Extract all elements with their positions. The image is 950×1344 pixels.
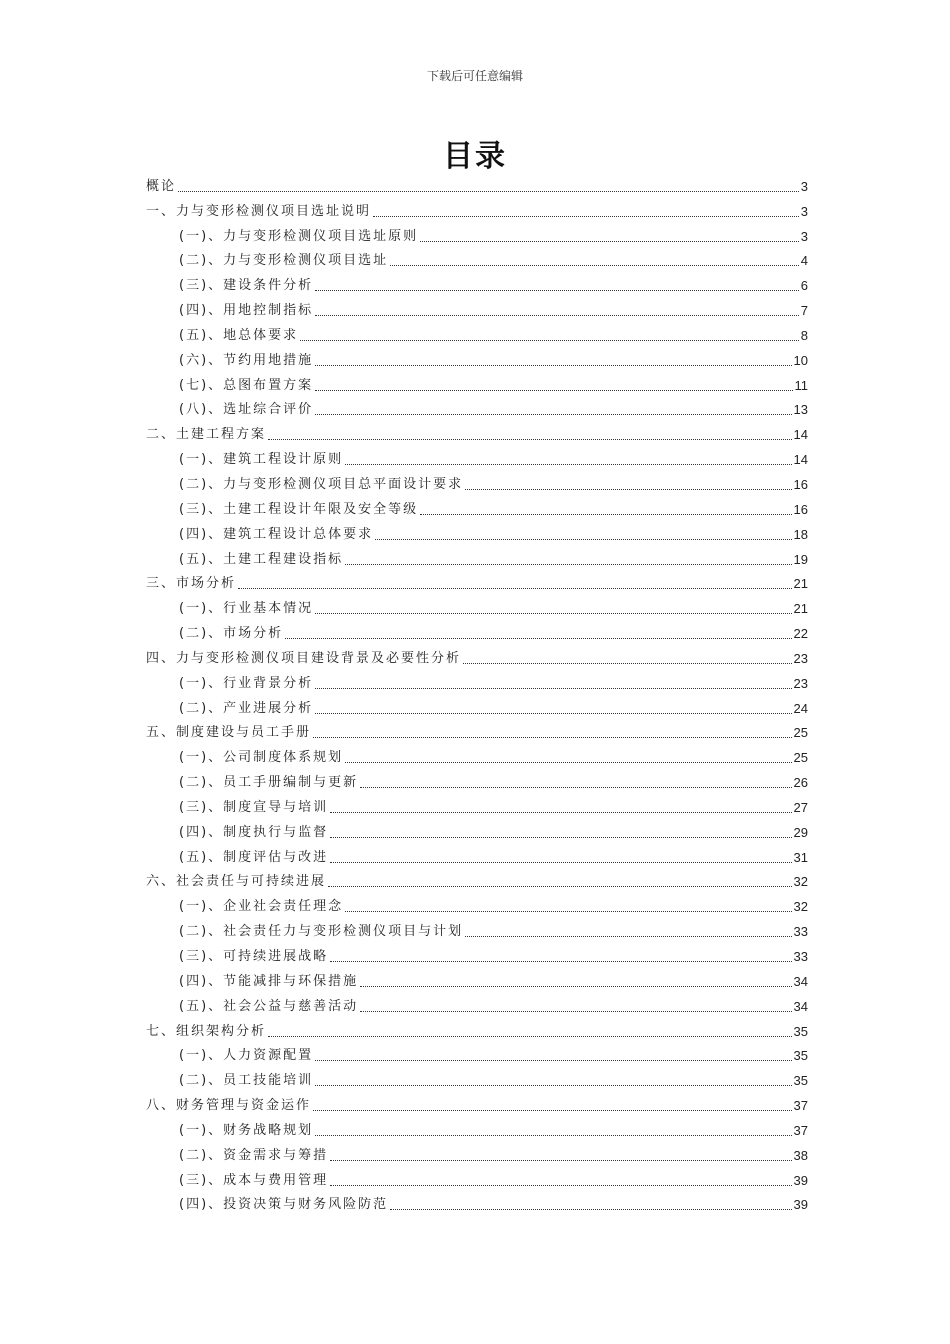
toc-subentry[interactable] xyxy=(146,472,808,497)
toc-subentry[interactable] xyxy=(146,522,808,547)
toc-subentry[interactable] xyxy=(146,919,808,944)
toc-entry-title: 概论 xyxy=(146,178,177,194)
toc-subentry[interactable] xyxy=(146,969,808,994)
toc-entry-page: 14 xyxy=(793,427,808,443)
toc-entry-page: 34 xyxy=(793,998,808,1014)
toc-subentry[interactable] xyxy=(146,1193,808,1218)
toc-entry-title: (一)、行业基本情况 xyxy=(179,601,314,617)
dot-leader xyxy=(315,365,791,366)
toc-entry-title: (五)、制度评估与改进 xyxy=(179,849,329,865)
toc-entry-page: 33 xyxy=(793,924,808,940)
dot-leader xyxy=(313,1110,792,1111)
toc-entry[interactable] xyxy=(146,572,808,597)
toc-entry-page: 32 xyxy=(793,874,808,890)
toc-entry-page: 3 xyxy=(800,178,808,194)
dot-leader xyxy=(330,812,791,813)
toc-entry-page: 21 xyxy=(793,601,808,617)
dot-leader xyxy=(330,1160,791,1161)
dot-leader xyxy=(330,837,791,838)
toc-subentry[interactable] xyxy=(146,944,808,969)
dot-leader xyxy=(390,265,799,266)
toc-entry-title: (三)、成本与费用管理 xyxy=(179,1172,329,1188)
toc-entry-title: (四)、节能减排与环保措施 xyxy=(179,973,359,989)
toc-entry-title: (七)、总图布置方案 xyxy=(179,377,314,393)
toc-entry-page: 4 xyxy=(800,253,808,269)
dot-leader xyxy=(268,439,792,440)
toc-subentry[interactable] xyxy=(146,224,808,249)
dot-leader xyxy=(315,688,791,689)
toc-entry-title: 五、制度建设与员工手册 xyxy=(146,725,312,741)
toc-entry-page: 18 xyxy=(793,526,808,542)
toc-entry-page: 29 xyxy=(793,824,808,840)
dot-leader xyxy=(178,191,799,192)
toc-entry-title: 八、财务管理与资金运作 xyxy=(146,1098,312,1114)
toc-entry-title: (三)、制度宣导与培训 xyxy=(179,799,329,815)
toc-entry-page: 14 xyxy=(793,452,808,468)
toc-entry-page: 35 xyxy=(793,1023,808,1039)
toc-entry-page: 34 xyxy=(793,973,808,989)
toc-entry-page: 33 xyxy=(793,949,808,964)
toc-entry-page: 7 xyxy=(800,303,808,319)
dot-leader xyxy=(360,986,791,987)
toc-entry-title: (三)、建设条件分析 xyxy=(179,278,314,294)
toc-subentry[interactable] xyxy=(146,447,808,472)
dot-leader xyxy=(315,1085,791,1086)
dot-leader xyxy=(345,564,791,565)
toc-entry-title: (一)、企业社会责任理念 xyxy=(179,899,344,915)
dot-leader xyxy=(315,1060,791,1061)
toc-entry-title: 七、组织架构分析 xyxy=(146,1023,267,1039)
toc-entry-title: (三)、土建工程设计年限及安全等级 xyxy=(179,501,419,517)
toc-entry-title: 四、力与变形检测仪项目建设背景及必要性分析 xyxy=(146,650,462,666)
toc-entry-title: (四)、投资决策与财务风险防范 xyxy=(179,1197,389,1213)
dot-leader xyxy=(420,514,791,515)
toc-entry-page: 3 xyxy=(800,203,808,219)
toc-entry[interactable] xyxy=(146,174,808,199)
toc-entry-title: 三、市场分析 xyxy=(146,576,237,592)
dot-leader xyxy=(328,886,792,887)
toc-entry[interactable] xyxy=(146,646,808,671)
toc-entry-title: (二)、员工手册编制与更新 xyxy=(179,775,359,791)
toc-subentry[interactable] xyxy=(146,547,808,572)
toc-subentry[interactable] xyxy=(146,348,808,373)
toc-entry-title: (一)、建筑工程设计原则 xyxy=(179,452,344,468)
toc-entry-page: 16 xyxy=(793,476,808,492)
toc-entry-page: 26 xyxy=(793,775,808,791)
toc-entry-title: 一、力与变形检测仪项目选址说明 xyxy=(146,203,372,219)
toc-entry-title: (五)、社会公益与慈善活动 xyxy=(179,998,359,1014)
dot-leader xyxy=(315,390,792,391)
toc-subentry[interactable] xyxy=(146,249,808,274)
toc-entry-page: 25 xyxy=(793,725,808,741)
toc-subentry[interactable] xyxy=(146,671,808,696)
toc-entry-page: 11 xyxy=(794,377,808,393)
toc-subentry[interactable] xyxy=(146,373,808,398)
dot-leader xyxy=(315,290,799,291)
dot-leader xyxy=(315,1135,791,1136)
page-header: 下载后可任意编辑 xyxy=(426,69,523,83)
dot-leader xyxy=(360,1011,791,1012)
toc-subentry[interactable] xyxy=(146,323,808,348)
toc-entry-page: 39 xyxy=(793,1172,808,1188)
toc-entry-page: 37 xyxy=(793,1122,808,1138)
toc-subentry[interactable] xyxy=(146,273,808,298)
toc-entry-page: 21 xyxy=(793,576,808,592)
toc-entry-page: 6 xyxy=(800,278,808,294)
toc-entry-title: (四)、用地控制指标 xyxy=(179,303,314,319)
toc-entry-page: 10 xyxy=(793,352,808,368)
dot-leader xyxy=(420,241,799,242)
toc-entry-title: (一)、人力资源配置 xyxy=(179,1048,314,1064)
dot-leader xyxy=(345,911,791,912)
toc-subentry[interactable] xyxy=(146,596,808,621)
toc-entry-page: 27 xyxy=(793,799,808,815)
dot-leader xyxy=(465,489,791,490)
toc-entry-page: 19 xyxy=(793,551,808,567)
dot-leader xyxy=(345,464,791,465)
toc-entry[interactable] xyxy=(146,1019,808,1044)
toc-entry-page: 35 xyxy=(793,1073,808,1089)
dot-leader xyxy=(373,216,799,217)
toc-subentry[interactable] xyxy=(146,1044,808,1069)
toc-subentry[interactable] xyxy=(146,745,808,770)
dot-leader xyxy=(330,1185,791,1186)
toc-entry-title: (二)、力与变形检测仪项目选址 xyxy=(179,253,389,269)
toc-entry-page: 22 xyxy=(793,626,808,642)
toc-subentry[interactable] xyxy=(146,497,808,522)
dot-leader xyxy=(315,713,791,714)
dot-leader xyxy=(330,961,791,962)
toc-subentry[interactable] xyxy=(146,621,808,646)
toc-subentry[interactable] xyxy=(146,820,808,845)
toc-entry[interactable] xyxy=(146,1093,808,1118)
dot-leader xyxy=(360,787,791,788)
toc-subentry[interactable] xyxy=(146,845,808,870)
toc-entry-page: 39 xyxy=(793,1197,808,1213)
toc-entry-page: 35 xyxy=(793,1048,808,1064)
dot-leader xyxy=(390,1209,791,1210)
dot-leader xyxy=(300,340,799,341)
toc-subentry[interactable] xyxy=(146,894,808,919)
toc-subentry[interactable] xyxy=(146,1068,808,1093)
toc-entry-title: (八)、选址综合评价 xyxy=(179,402,314,418)
dot-leader xyxy=(315,613,791,614)
dot-leader xyxy=(238,588,792,589)
toc-entry-title: (二)、市场分析 xyxy=(179,626,284,642)
dot-leader xyxy=(375,539,791,540)
toc-entry-title: (一)、公司制度体系规划 xyxy=(179,750,344,766)
dot-leader xyxy=(345,762,791,763)
toc-entry-page: 38 xyxy=(793,1147,808,1163)
toc-entry-title: (一)、行业背景分析 xyxy=(179,675,314,691)
toc-entry-title: (二)、产业进展分析 xyxy=(179,700,314,716)
toc-subentry[interactable] xyxy=(146,1168,808,1193)
toc-entry-title: (四)、制度执行与监督 xyxy=(179,824,329,840)
dot-leader xyxy=(313,737,792,738)
toc-subentry[interactable] xyxy=(146,795,808,820)
toc-entry-title: (二)、力与变形检测仪项目总平面设计要求 xyxy=(179,476,464,492)
toc-entry-page: 13 xyxy=(793,402,808,418)
toc-entry-title: 六、社会责任与可持续进展 xyxy=(146,874,327,890)
toc-subentry[interactable] xyxy=(146,1118,808,1143)
dot-leader xyxy=(315,414,791,415)
toc-entry-page: 8 xyxy=(800,327,808,343)
toc-subentry[interactable] xyxy=(146,298,808,323)
toc-entry-title: (一)、财务战略规划 xyxy=(179,1122,314,1138)
toc-entry-page: 24 xyxy=(793,700,808,716)
toc-entry[interactable] xyxy=(146,870,808,895)
toc-entry-page: 16 xyxy=(793,501,808,517)
toc-entry-page: 23 xyxy=(793,650,808,666)
toc-subentry[interactable] xyxy=(146,1143,808,1168)
toc-entry-page: 23 xyxy=(793,675,808,691)
toc-subentry[interactable] xyxy=(146,770,808,795)
toc-entry-title: (三)、可持续进展战略 xyxy=(179,949,329,964)
toc-entry-title: (四)、建筑工程设计总体要求 xyxy=(179,526,374,542)
toc-entry-title: (一)、力与变形检测仪项目选址原则 xyxy=(179,228,419,244)
toc-entry-title: (五)、地总体要求 xyxy=(179,327,299,343)
dot-leader xyxy=(330,862,791,863)
dot-leader xyxy=(463,663,792,664)
toc-entry-title: (二)、社会责任力与变形检测仪项目与计划 xyxy=(179,924,464,940)
toc-entry-title: (二)、员工技能培训 xyxy=(179,1073,314,1089)
toc-entry-page: 31 xyxy=(793,849,808,865)
toc-entry-page: 3 xyxy=(800,228,808,244)
toc-subentry[interactable] xyxy=(146,696,808,721)
toc-entry-title: (二)、资金需求与筹措 xyxy=(179,1147,329,1163)
toc-entry-title: 二、土建工程方案 xyxy=(146,427,267,443)
toc-title: 目录 xyxy=(443,139,507,174)
dot-leader xyxy=(268,1036,792,1037)
toc-entry[interactable] xyxy=(146,422,808,447)
toc-entry-page: 37 xyxy=(793,1098,808,1114)
dot-leader xyxy=(285,638,791,639)
toc-entry[interactable] xyxy=(146,199,808,224)
toc-entry-title: (六)、节约用地措施 xyxy=(179,352,314,368)
toc-entry-title: (五)、土建工程建设指标 xyxy=(179,551,344,567)
toc-subentry[interactable] xyxy=(146,398,808,423)
dot-leader xyxy=(465,936,791,937)
toc-subentry[interactable] xyxy=(146,994,808,1019)
toc-entry[interactable] xyxy=(146,721,808,746)
toc-entry-page: 32 xyxy=(793,899,808,915)
table-of-contents xyxy=(146,174,808,1217)
dot-leader xyxy=(315,315,799,316)
toc-entry-page: 25 xyxy=(793,750,808,766)
